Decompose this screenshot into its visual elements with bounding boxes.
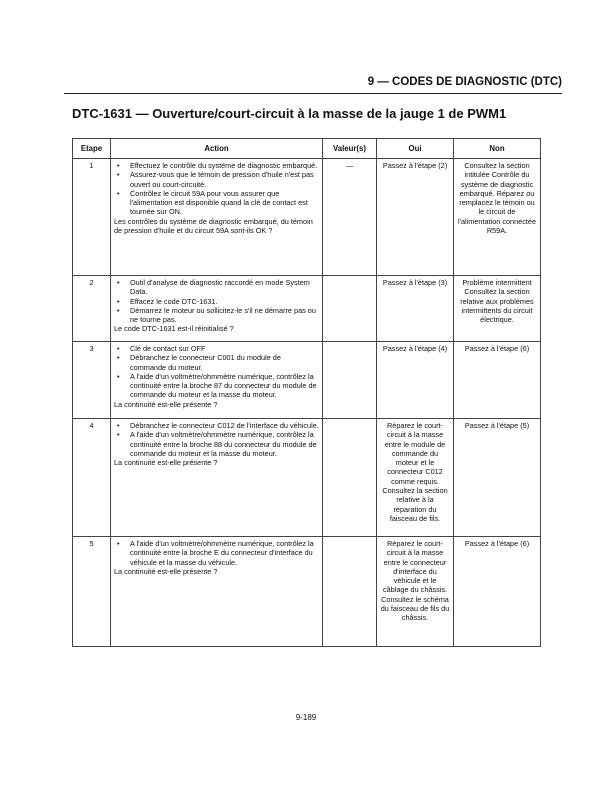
table-row xyxy=(73,419,541,537)
action-bullet: • A l'aide d'un voltmètre/ohmmètre numérique, contrôlez la continuité entre la broche 88 du connecteur du module de commande du moteur et la masse du moteur. xyxy=(114,430,319,458)
table-header-row xyxy=(73,139,541,159)
action-cell xyxy=(111,342,323,419)
value-cell: — xyxy=(323,159,377,276)
yes-cell: Réparez le court-circuit à la masse entre le module de commande du moteur et le connecteur C012 comme requis. Consultez la section relative à la réparation du faisceau de fils. xyxy=(377,419,454,537)
no-cell: Problème intermittent Consultez la section relative aux problèmes intermittents du circuit électrique. xyxy=(454,276,541,342)
action-bullet: • Outil d'analyse de diagnostic raccordé en mode System Data. xyxy=(114,278,319,297)
step-number: 4 xyxy=(73,419,111,537)
action-bullet: • Débranchez le connecteur C001 du module de commande du moteur. xyxy=(114,353,319,372)
action-bullet: • A l'aide d'un voltmètre/ohmmètre numérique, contrôlez la continuité entre la broche E du connecteur d'interface du véhicule et la masse du véhicule. xyxy=(114,539,319,567)
no-cell: Consultez la section intitulée Contrôle du système de diagnostic embarqué. Réparez ou remplacez le témoin ou le circuit de l'alimentation connectée R59A. xyxy=(454,159,541,276)
step-number: 2 xyxy=(73,276,111,342)
page-title: DTC-1631 — Ouverture/court-circuit à la masse de la jauge 1 de PWM1 xyxy=(72,106,507,121)
page-number: 9-189 xyxy=(295,713,317,722)
yes-cell: Passez à l'étape (4) xyxy=(377,342,454,419)
yes-cell: Passez à l'étape (3) xyxy=(377,276,454,342)
action-bullet: • Effacez le code DTC-1631. xyxy=(114,297,319,306)
no-cell: Passez à l'étape (6) xyxy=(454,537,541,647)
action-question: La continuité est-elle présente ? xyxy=(114,566,218,576)
action-bullet: • Démarrez le moteur ou sollicitez-le s'il ne démarre pas ou ne tourne pas. xyxy=(114,306,319,325)
action-question: La continuité est-elle présente ? xyxy=(114,458,218,468)
action-bullet: • Contrôlez le circuit 59A pour vous assurer que l'alimentation est disponible quand la clé de contact est tournée sur ON. xyxy=(114,189,319,217)
column-header-step: Etape xyxy=(73,139,111,159)
step-number: 1 xyxy=(73,159,111,276)
column-header-value: Valeur(s) xyxy=(323,139,377,159)
table-row xyxy=(73,537,541,647)
action-bullet: • Assurez-vous que le témoin de pression d'huile n'est pas ouvert ou court-circuité. xyxy=(114,170,319,189)
action-question: Les contrôles du système de diagnostic embarqué, du témoin de pression d'huile et du circuit 59A sont-ils OK ? xyxy=(114,216,313,236)
value-cell xyxy=(323,537,377,647)
table-row xyxy=(73,342,541,419)
action-bullet: • Effectuez le contrôle du système de diagnostic embarqué. xyxy=(114,161,319,170)
column-header-no: Non xyxy=(454,139,541,159)
table-row xyxy=(73,159,541,276)
table-row xyxy=(73,276,541,342)
value-cell xyxy=(323,276,377,342)
yes-cell: Passez à l'étape (2) xyxy=(377,159,454,276)
no-cell: Passez à l'étape (5) xyxy=(454,419,541,537)
action-cell xyxy=(111,419,323,537)
yes-cell: Réparez le court-circuit à la masse entre le connecteur d'interface du véhicule et le câblage du châssis. Consultez le schéma du faisceau de fils du châssis. xyxy=(377,537,454,647)
value-cell xyxy=(323,419,377,537)
column-header-action: Action xyxy=(111,139,323,159)
section-header-title: 9 — CODES DE DIAGNOSTIC (DTC) xyxy=(367,76,562,88)
action-bullet: • Débranchez le connecteur C012 de l'interface du véhicule. xyxy=(114,421,319,430)
action-cell xyxy=(111,159,323,276)
column-header-yes: Oui xyxy=(377,139,454,159)
action-cell xyxy=(111,276,323,342)
step-number: 5 xyxy=(73,537,111,647)
action-question: Le code DTC-1631 est-il réinitialisé ? xyxy=(114,324,234,334)
no-cell: Passez à l'étape (6) xyxy=(454,342,541,419)
header-divider xyxy=(64,93,562,94)
action-bullet: • A l'aide d'un voltmètre/ohmmètre numérique, contrôlez la continuité entre la broche 87 du connecteur du module de commande du moteur et la masse du moteur. xyxy=(114,372,319,400)
value-cell xyxy=(323,342,377,419)
diagnostic-table xyxy=(72,138,541,647)
action-question: La continuité est-elle présente ? xyxy=(114,399,218,409)
step-number: 3 xyxy=(73,342,111,419)
action-bullet: • Clé de contact sur OFF xyxy=(114,344,319,353)
action-cell xyxy=(111,537,323,647)
